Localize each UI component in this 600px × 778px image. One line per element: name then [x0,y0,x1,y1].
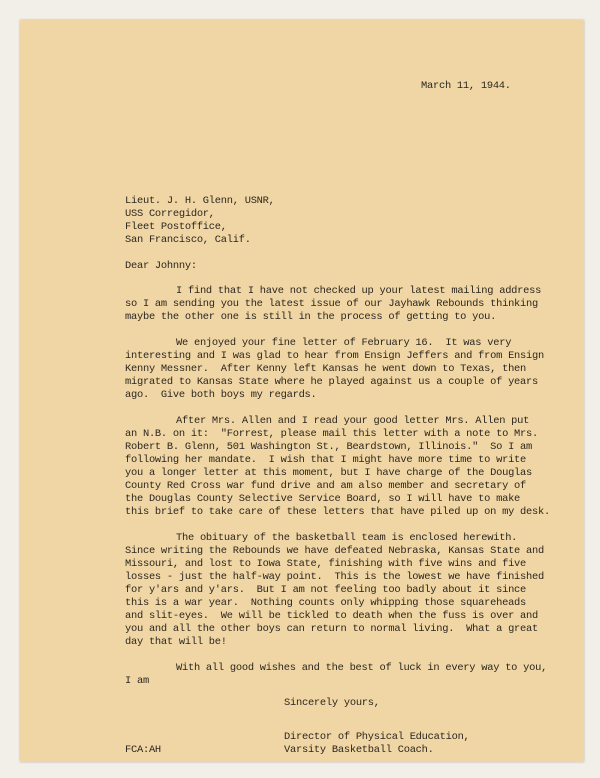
body-line: an N.B. on it: "Forrest, please mail this letter with a note to Mrs. [125,428,538,440]
body-line: Since writing the Rebounds we have defeated Nebraska, Kansas State and [125,545,544,557]
body-line: I find that I have not checked up your latest mailing address [176,285,542,297]
body-line: following her mandate. I wish that I might have more time to write [125,454,527,466]
body-line: County Red Cross war fund drive and am also member and secretary of [125,480,527,492]
body-line: interesting and I was glad to hear from Ensign Jeffers and from Ensign [125,350,544,362]
body-line: After Mrs. Allen and I read your good letter Mrs. Allen put [176,415,530,427]
address-line: San Francisco, Calif. [125,234,251,246]
body-line: migrated to Kansas State where he played against us a couple of years [125,376,538,388]
reference-initials: FCA:AH [125,744,161,756]
body-line: ago. Give both boys my regards. [125,389,317,401]
signature-title-line: Director of Physical Education, [284,731,470,743]
body-line: so I am sending you the latest issue of our Jayhawk Rebounds thinking [125,298,538,310]
body-line: losses - just the half-way point. This is the lowest we have finished [125,571,544,583]
body-line: the Douglas County Selective Service Board, so I will have to make [125,493,521,505]
address-line: Lieut. J. H. Glenn, USNR, [125,195,275,207]
letter-date: March 11, 1944. [421,80,511,92]
body-line: Robert B. Glenn, 501 Washington St., Beardstown, Illinois." So I am [125,441,533,453]
body-line: With all good wishes and the best of luck in every way to you, [176,662,548,674]
signature-title-line: Varsity Basketball Coach. [284,744,434,756]
body-line: The obituary of the basketball team is enclosed herewith. [176,532,518,544]
body-line: We enjoyed your fine letter of February 16. It was very [176,337,512,349]
body-line: and slit-eyes. We will be tickled to death when the fuss is over and [125,610,538,622]
body-line: you and all the other boys can return to normal living. What a great [125,623,538,635]
salutation: Dear Johnny: [125,260,197,272]
body-line: I am [125,675,149,687]
closing: Sincerely yours, [284,697,380,709]
body-line: this brief to take care of these letters that have piled up on my desk. [125,506,550,518]
body-line: you a longer letter at this moment, but I have charge of the Douglas [125,467,533,479]
body-line: Missouri, and lost to Iowa State, finishing with five wins and five [125,558,527,570]
address-line: Fleet Postoffice, [125,221,227,233]
address-line: USS Corregidor, [125,208,215,220]
body-line: maybe the other one is still in the process of getting to you. [125,311,497,323]
body-line: day that will be! [125,636,227,648]
body-line: for y'ars and y'ars. But I am not feeling too badly about it since [125,584,527,596]
body-line: this is a war year. Nothing counts only whipping those squareheads [125,597,527,609]
body-line: Kenny Messner. After Kenny left Kansas he went down to Texas, then [125,363,527,375]
